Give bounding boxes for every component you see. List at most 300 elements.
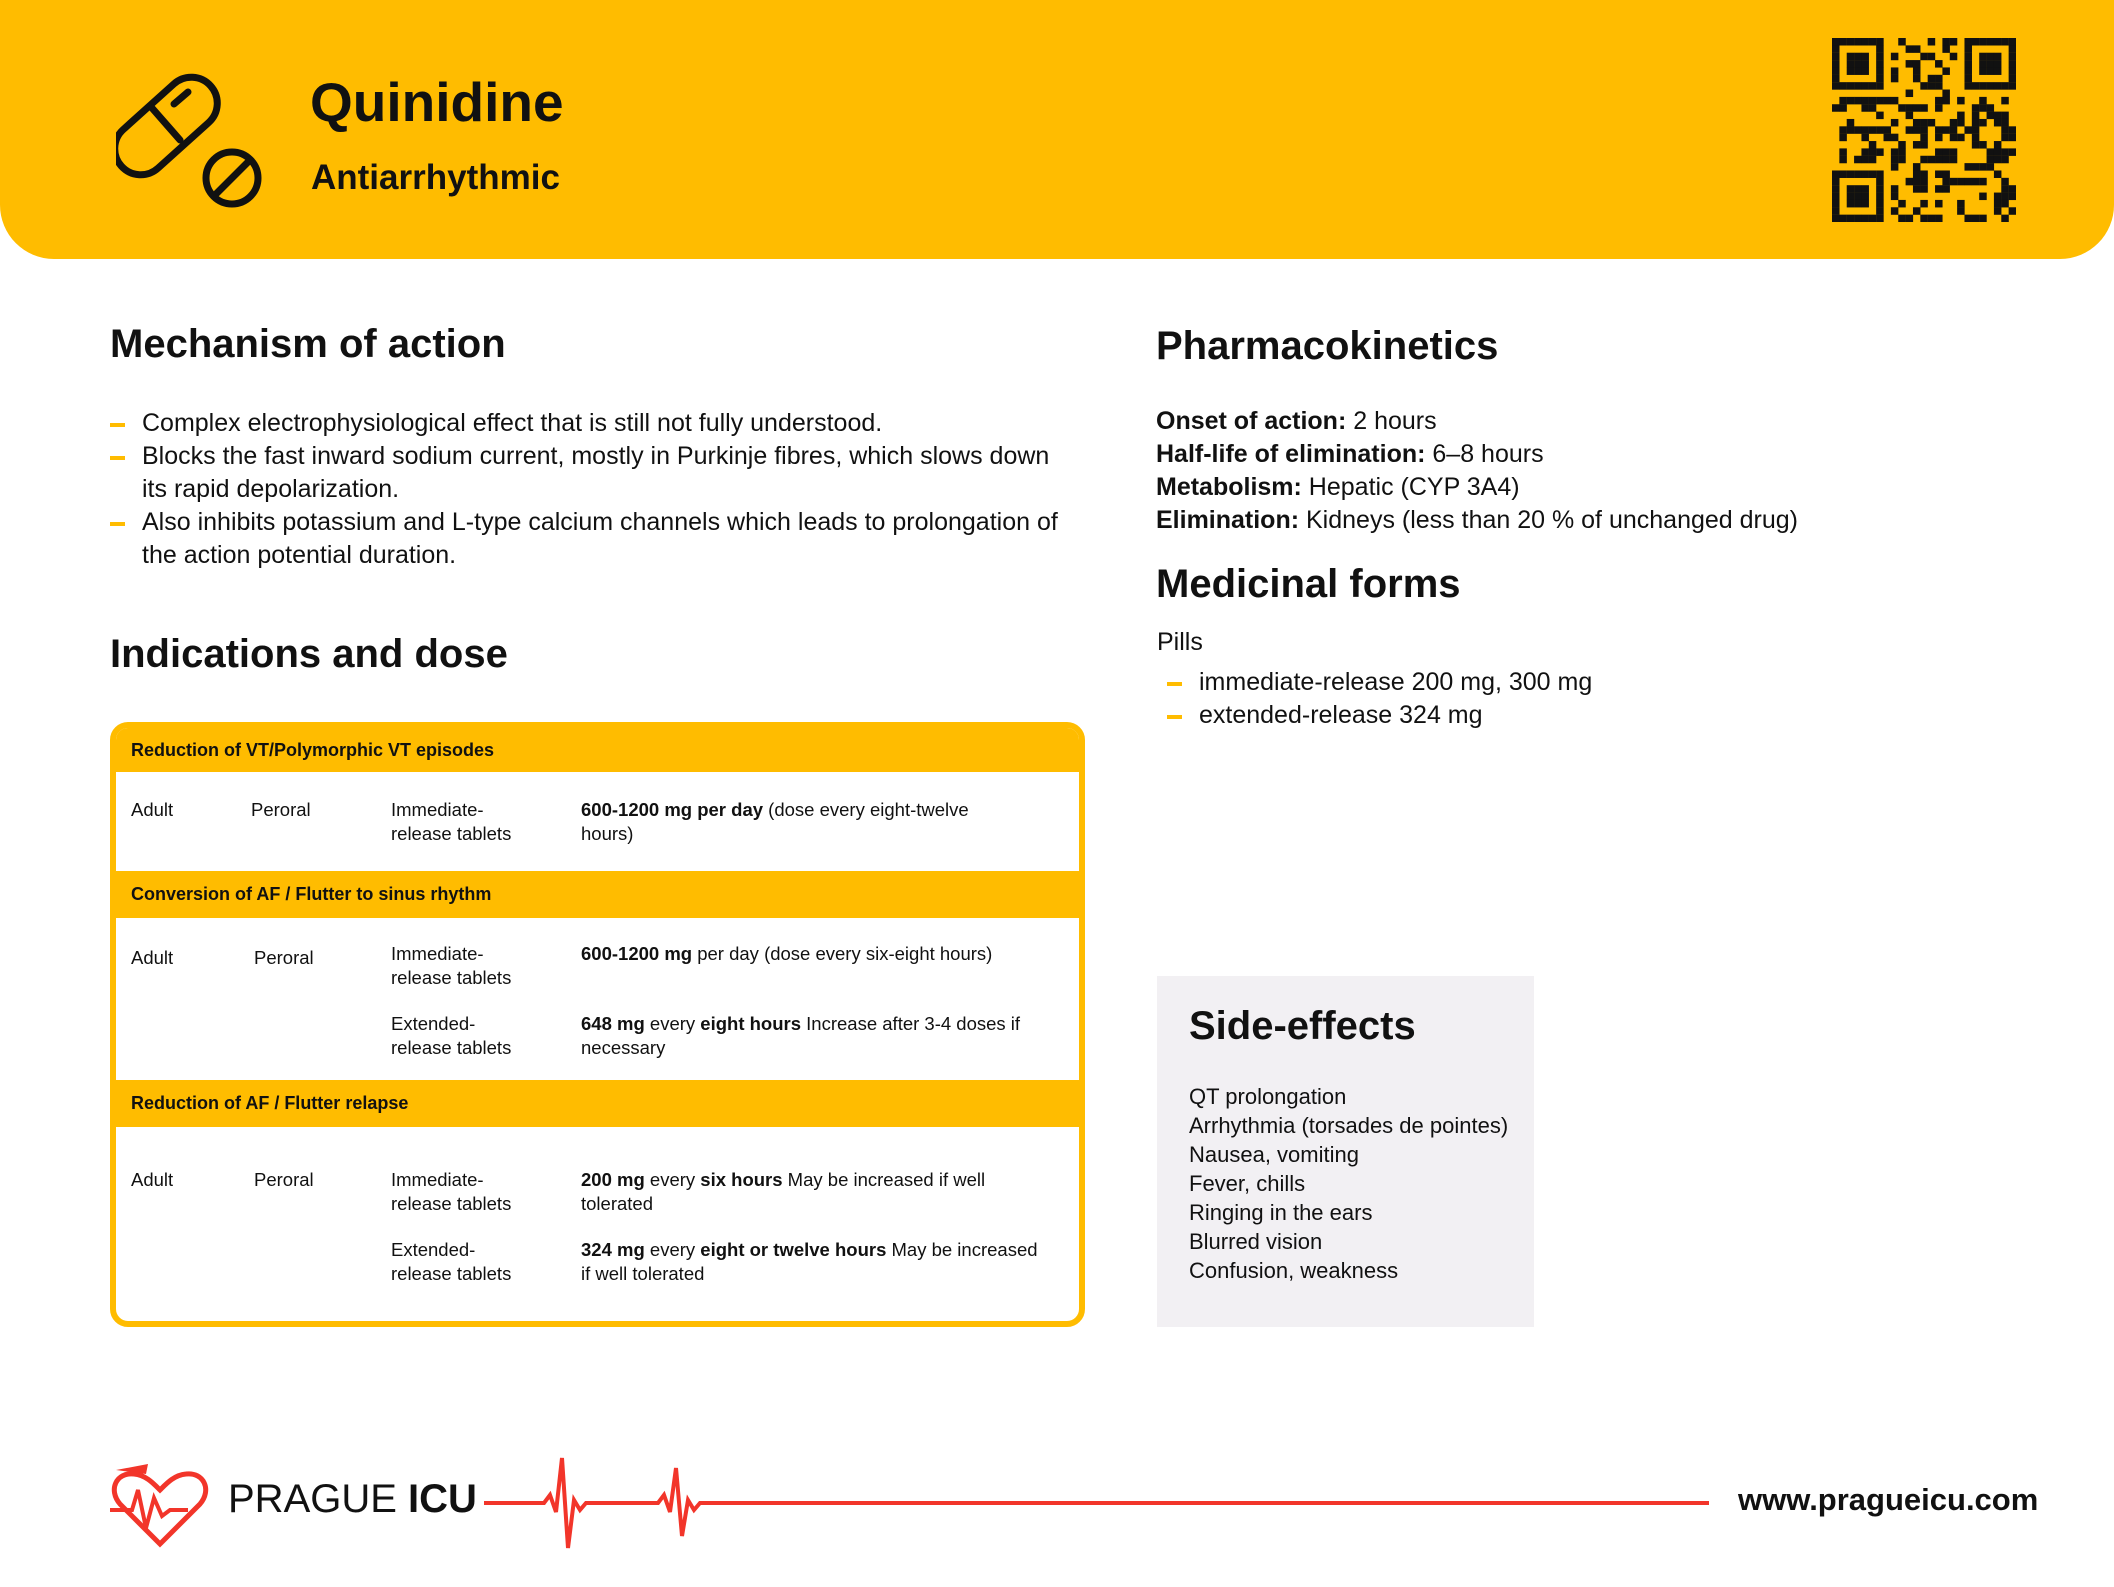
group-header: Reduction of VT/Polymorphic VT episodes [116,728,1079,772]
qr-module [2001,82,2009,90]
qr-module [1861,170,1869,178]
form-cell: Immediate-release tablets [391,1169,512,1214]
qr-module [1847,126,1855,134]
qr-module [1861,193,1869,201]
qr-module [1906,215,1914,222]
qr-module [1854,38,1862,46]
qr-module [1935,60,1943,68]
qr-module [1861,134,1869,142]
qr-module [1928,119,1936,127]
qr-module [1957,112,1965,120]
qr-module [1987,163,1995,171]
qr-module [2009,82,2016,90]
qr-module [1979,215,1987,222]
qr-module [1847,200,1855,208]
route-cell: Peroral [254,1169,314,1190]
qr-module [1950,134,1958,142]
list-item: Also inhibits potassium and L-type calcium channels which leads to prolongation of the action potential duration. [110,506,1070,572]
qr-code[interactable] [1832,38,2016,222]
qr-module [1957,97,1965,105]
pk-onset [1156,407,1437,436]
indications-heading: Indications and dose [110,632,508,676]
qr-module [1935,75,1943,83]
qr-module [1942,38,1950,46]
qr-module [1913,75,1921,83]
qr-module [2001,215,2009,222]
qr-module [1987,82,1995,90]
qr-module [1861,38,1869,46]
qr-module [1839,126,1847,134]
qr-module [1920,178,1928,186]
dose-amount: 648 mg [581,1013,645,1034]
qr-module [1847,193,1855,201]
qr-module [1898,200,1906,208]
qr-module [1847,215,1855,222]
qr-module [1928,75,1936,83]
qr-module [1972,141,1980,149]
qr-module [1920,200,1928,208]
qr-module [1920,82,1928,90]
qr-module [1839,104,1847,112]
qr-module [1891,185,1899,193]
qr-module [1884,97,1892,105]
qr-module [1847,185,1855,193]
qr-module [1884,126,1892,134]
qr-module [1942,170,1950,178]
forms-type: Pills [1157,628,1203,656]
ecg-line [484,1450,1712,1550]
qr-module [1913,163,1921,171]
qr-module [2009,75,2016,83]
qr-module [1972,119,1980,127]
qr-module [1913,104,1921,112]
dose-amount: 600-1200 mg [581,943,693,964]
qr-module [1972,178,1980,186]
qr-module [1847,82,1855,90]
qr-module [1876,82,1884,90]
qr-module [1869,97,1877,105]
qr-module [1898,104,1906,112]
patient-cell: Adult [131,947,174,968]
qr-module [1920,185,1928,193]
dose-frequency: eight or twelve hours [700,1239,887,1260]
qr-module [1913,119,1921,127]
qr-module [1957,200,1965,208]
qr-module [1994,156,2002,164]
qr-module [2009,126,2016,134]
qr-module [1839,156,1847,164]
qr-module [1979,141,1987,149]
qr-module [1891,53,1899,61]
qr-module [1987,104,1995,112]
qr-module [1928,53,1936,61]
qr-module [1920,141,1928,149]
qr-module [1957,134,1965,142]
qr-module [1979,67,1987,75]
qr-module [1972,82,1980,90]
qr-module [1906,178,1914,186]
qr-module [1987,60,1995,68]
list-item: QT prolongation [1189,1084,1347,1109]
qr-module [1869,126,1877,134]
qr-module [2001,126,2009,134]
qr-module [2009,207,2016,215]
qr-module [1839,148,1847,156]
list-item: Ringing in the ears [1189,1200,1373,1225]
dose-note: Increase after 3-4 doses if necessary [581,1013,1021,1058]
qr-module [1979,119,1987,127]
qr-module [1839,134,1847,142]
qr-module [2001,193,2009,201]
qr-module [2009,185,2016,193]
qr-module [1876,97,1884,105]
qr-module [1913,126,1921,134]
qr-module [1942,185,1950,193]
qr-module [1913,207,1921,215]
qr-module [1957,178,1965,186]
qr-module [1832,170,1840,178]
qr-module [1847,97,1855,105]
qr-module [1861,148,1869,156]
qr-module [1832,200,1840,208]
qr-module [2009,45,2016,53]
list-item: Nausea, vomiting [1189,1142,1359,1167]
qr-module [1964,75,1972,83]
qr-module [1942,90,1950,98]
qr-module [1906,90,1914,98]
qr-module [1869,215,1877,222]
dose-amount: 200 mg [581,1169,645,1190]
qr-module [1913,67,1921,75]
qr-module [1854,215,1862,222]
qr-module [2001,185,2009,193]
qr-module [1898,215,1906,222]
qr-module [2009,148,2016,156]
form-cell: Immediate-release tablets [391,943,512,988]
qr-module [1832,185,1840,193]
list-item: Complex electrophysiological effect that is still not fully understood. [110,407,1070,440]
dose-frequency: six hours [700,1169,783,1190]
qr-module [1979,38,1987,46]
qr-module [1854,82,1862,90]
pk-label: Half-life of elimination: [1156,440,1426,468]
qr-module [1994,60,2002,68]
qr-module [1935,104,1943,112]
qr-module [1942,97,1950,105]
qr-module [1839,82,1847,90]
brand-name [228,1477,477,1522]
brand-light: PRAGUE [228,1477,409,1521]
qr-module [2001,156,2009,164]
qr-module [1994,119,2002,127]
qr-module [1920,134,1928,142]
qr-module [1861,53,1869,61]
dose-cell [581,1238,1041,1286]
qr-module [1861,60,1869,68]
qr-module [1906,60,1914,68]
qr-module [1869,38,1877,46]
qr-module [1950,53,1958,61]
qr-module [1928,156,1936,164]
qr-module [1928,215,1936,222]
qr-module [1964,38,1972,46]
qr-module [1876,38,1884,46]
qr-module [1832,207,1840,215]
list-item: Blocks the fast inward sodium current, mostly in Purkinje fibres, which slows down its rapid depolarization. [110,440,1070,506]
qr-module [1854,53,1862,61]
qr-module [1832,104,1840,112]
qr-module [1906,126,1914,134]
qr-module [1935,215,1943,222]
form-cell: Extended-release tablets [391,1013,512,1058]
patient-cell: Adult [131,799,174,820]
qr-module [1876,215,1884,222]
qr-module [1876,193,1884,201]
qr-module [1854,97,1862,105]
qr-module [1891,156,1899,164]
qr-module [1979,104,1987,112]
qr-module [1950,126,1958,134]
qr-module [1913,170,1921,178]
qr-module [1994,200,2002,208]
qr-module [2009,134,2016,142]
qr-module [1979,163,1987,171]
qr-module [2001,148,2009,156]
list-item: Blurred vision [1189,1229,1323,1254]
pk-metabolism [1156,473,1520,502]
qr-module [1972,104,1980,112]
qr-module [1972,38,1980,46]
qr-module [2009,53,2016,61]
qr-module [1972,163,1980,171]
pk-value: Hepatic (CYP 3A4) [1301,473,1520,501]
qr-module [1847,60,1855,68]
qr-module [1964,163,1972,171]
dose-note: (dose every eight-twelve hours) [581,799,969,844]
list-item: extended-release 324 mg [1167,699,1867,732]
qr-module [1839,170,1847,178]
qr-module [1898,141,1906,149]
qr-module [1972,126,1980,134]
qr-module [1832,45,1840,53]
qr-module [1898,148,1906,156]
list-item: Fever, chills [1189,1171,1306,1196]
qr-module [1861,97,1869,105]
qr-module [1964,67,1972,75]
qr-module [1906,112,1914,120]
qr-module [1876,60,1884,68]
pk-label: Elimination: [1156,506,1300,534]
qr-module [1839,38,1847,46]
qr-module [1979,53,1987,61]
qr-module [1847,38,1855,46]
qr-module [2001,134,2009,142]
dose-note: May be increased if well tolerated [581,1239,1038,1284]
qr-module [1964,60,1972,68]
qr-module [1964,82,1972,90]
qr-module [1928,38,1936,46]
qr-module [1920,170,1928,178]
qr-module [1891,67,1899,75]
dose-cell [581,798,1011,846]
qr-module [1869,141,1877,149]
qr-module [1928,82,1936,90]
list-item: Confusion, weakness [1189,1258,1399,1283]
qr-module [1854,200,1862,208]
qr-module [1987,148,1995,156]
qr-module [1869,148,1877,156]
pk-label: Metabolism: [1156,473,1302,501]
forms-list [1167,666,1867,732]
form-cell: Immediate-release tablets [391,799,512,844]
qr-module [1994,53,2002,61]
mechanism-heading: Mechanism of action [110,322,506,366]
qr-module [1906,45,1914,53]
qr-module [1942,45,1950,53]
qr-module [1891,75,1899,83]
qr-module [2001,97,2009,105]
qr-module [1994,82,2002,90]
qr-module [1979,82,1987,90]
drug-class: Antiarrhythmic [311,158,560,197]
dose-text: every [644,1169,701,1190]
qr-module [1972,134,1980,142]
qr-module [1854,185,1862,193]
qr-module [1847,67,1855,75]
qr-module [1832,53,1840,61]
qr-module [1935,126,1943,134]
side-effects-list [1189,1082,1509,1285]
qr-module [1994,141,2002,149]
qr-module [1854,126,1862,134]
qr-module [1839,215,1847,222]
qr-module [1913,185,1921,193]
qr-module [1832,38,1840,46]
qr-module [1869,170,1877,178]
qr-module [1876,75,1884,83]
qr-module [1913,45,1921,53]
qr-module [1876,185,1884,193]
mechanism-list [110,407,1070,572]
qr-module [1832,75,1840,83]
qr-module [1942,126,1950,134]
group-header: Conversion of AF / Flutter to sinus rhythm [116,871,1079,918]
qr-module [1994,170,2002,178]
qr-module [1832,193,1840,201]
qr-module [1935,200,1943,208]
pk-half-life [1156,440,1544,469]
qr-module [1847,53,1855,61]
qr-module [1935,134,1943,142]
qr-module [1964,126,1972,134]
qr-module [1876,170,1884,178]
route-cell: Peroral [254,947,314,968]
qr-module [1869,82,1877,90]
qr-module [1950,38,1958,46]
qr-module [1832,60,1840,68]
dose-text: every [644,1013,701,1034]
qr-module [1861,215,1869,222]
qr-module [1876,178,1884,186]
qr-module [1832,215,1840,222]
qr-module [1876,53,1884,61]
website-link[interactable]: www.pragueicu.com [1738,1482,2039,1517]
qr-module [1942,148,1950,156]
qr-module [1920,126,1928,134]
qr-module [1891,148,1899,156]
qr-module [1942,178,1950,186]
qr-module [1987,112,1995,120]
form-cell: Extended-release tablets [391,1239,512,1284]
qr-module [1891,119,1899,127]
qr-module [1994,148,2002,156]
qr-module [1987,38,1995,46]
qr-module [1854,67,1862,75]
qr-module [1876,200,1884,208]
qr-module [1920,119,1928,127]
qr-module [2009,67,2016,75]
qr-module [1869,156,1877,164]
dose-frequency: eight hours [700,1013,802,1034]
qr-module [1979,178,1987,186]
group-header: Reduction of AF / Flutter relapse [116,1080,1079,1127]
qr-module [1854,156,1862,164]
qr-module [1987,67,1995,75]
qr-module [1861,82,1869,90]
qr-module [1987,156,1995,164]
qr-module [1935,82,1943,90]
qr-module [1935,97,1943,105]
qr-module [1979,60,1987,68]
dose-cell [581,942,1041,966]
qr-module [1957,207,1965,215]
qr-module [1876,126,1884,134]
pk-elimination [1156,506,1798,535]
qr-module [1839,97,1847,105]
qr-module [1994,67,2002,75]
dose-note: May be increased if well tolerated [581,1169,986,1214]
qr-module [1950,148,1958,156]
dose-table [110,722,1085,1327]
qr-module [1906,104,1914,112]
qr-module [1920,104,1928,112]
qr-module [2001,200,2009,208]
side-effects-heading: Side-effects [1189,1004,1416,1048]
list-item: immediate-release 200 mg, 300 mg [1167,666,1867,699]
qr-module [1891,134,1899,142]
dose-amount: 600-1200 mg per day [581,799,764,820]
pk-value: Kidneys (less than 20 % of unchanged drug) [1299,506,1798,534]
qr-module [1950,178,1958,186]
qr-module [1964,45,1972,53]
qr-module [2001,112,2009,120]
qr-module [1935,185,1943,193]
qr-module [1869,104,1877,112]
qr-module [1942,156,1950,164]
qr-module [1935,170,1943,178]
prague-icu-logo-icon [108,1460,213,1548]
dose-cell [581,1168,1061,1216]
qr-module [2009,193,2016,201]
pk-value: 6–8 hours [1425,440,1544,468]
qr-module [1913,178,1921,186]
qr-module [1861,104,1869,112]
qr-module [1979,193,1987,201]
drug-title: Quinidine [310,71,564,133]
qr-module [1832,178,1840,186]
qr-module [1898,156,1906,164]
qr-module [1964,215,1972,222]
